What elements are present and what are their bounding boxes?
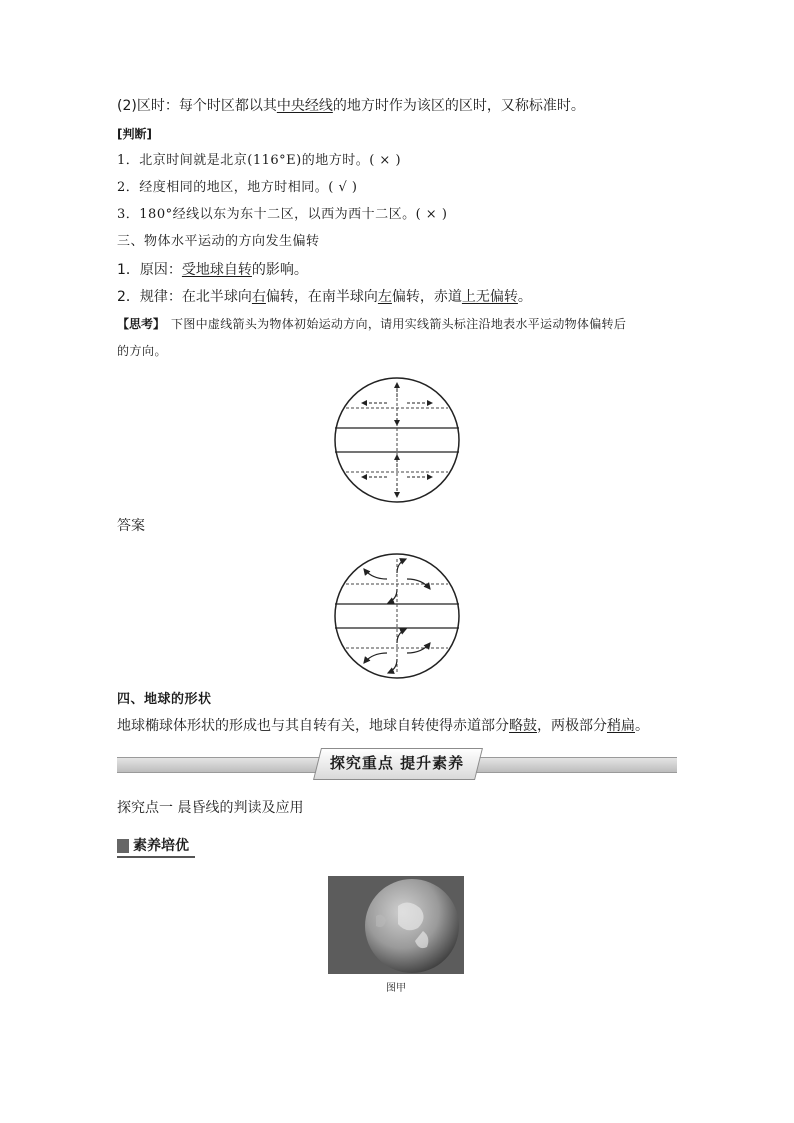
judge-label: [判断]	[117, 127, 152, 141]
section-heading: 三、物体水平运动的方向发生偏转	[117, 234, 320, 249]
deflection-question-globe	[332, 375, 462, 505]
judge-item: 1．北京时间就是北京(116°E)的地方时。( × )	[117, 153, 402, 168]
answer-label: 答案	[117, 518, 145, 534]
underlined-term: 上无偏转	[461, 289, 518, 305]
underlined-term: 中央经线	[276, 98, 333, 114]
earth-photo	[328, 876, 464, 974]
ribbon-underline	[117, 856, 195, 858]
section-heading: 四、地球的形状	[117, 692, 212, 707]
think-line-1: 【思考】 下图中虚线箭头为物体初始运动方向，请用实线箭头标注沿地表水平运动物体偏转后	[117, 317, 627, 331]
underlined-term: 受地球自转	[181, 262, 252, 278]
banner-title: 探究重点 提升素养	[329, 754, 465, 772]
deflection-answer-globe	[332, 551, 462, 681]
underlined-term: 稍扁	[607, 718, 635, 734]
ribbon-marker-icon	[117, 839, 129, 853]
judge-item: 3．180°经线以东为东十二区，以西为西十二区。( × )	[117, 207, 448, 222]
underlined-term: 略鼓	[509, 718, 537, 734]
think-label: 【思考】	[117, 317, 166, 331]
underlined-term: 左	[377, 289, 392, 305]
photo-caption: 图甲	[386, 983, 406, 994]
ribbon-label: 素养培优	[133, 838, 189, 854]
judge-item: 2．经度相同的地区，地方时相同。( √ )	[117, 180, 358, 195]
explore-point-heading: 探究点一 晨昏线的判读及应用	[117, 800, 304, 816]
earth-globe-image	[328, 876, 464, 974]
underlined-term: 右	[251, 289, 266, 305]
cause-line: 1．原因：受地球自转的影响。	[117, 262, 308, 278]
section-banner	[117, 748, 677, 780]
shape-paragraph: 地球椭球体形状的形成也与其自转有关，地球自转使得赤道部分略鼓，两极部分稍扁。	[117, 718, 649, 734]
think-line-2: 的方向。	[117, 344, 168, 358]
literacy-ribbon	[117, 836, 195, 858]
zone-time-paragraph: (2)区时：每个时区都以其中央经线的地方时作为该区的区时，又称标准时。	[117, 98, 585, 114]
rule-line: 2．规律：在北半球向右偏转，在南半球向左偏转，赤道上无偏转。	[117, 289, 532, 305]
